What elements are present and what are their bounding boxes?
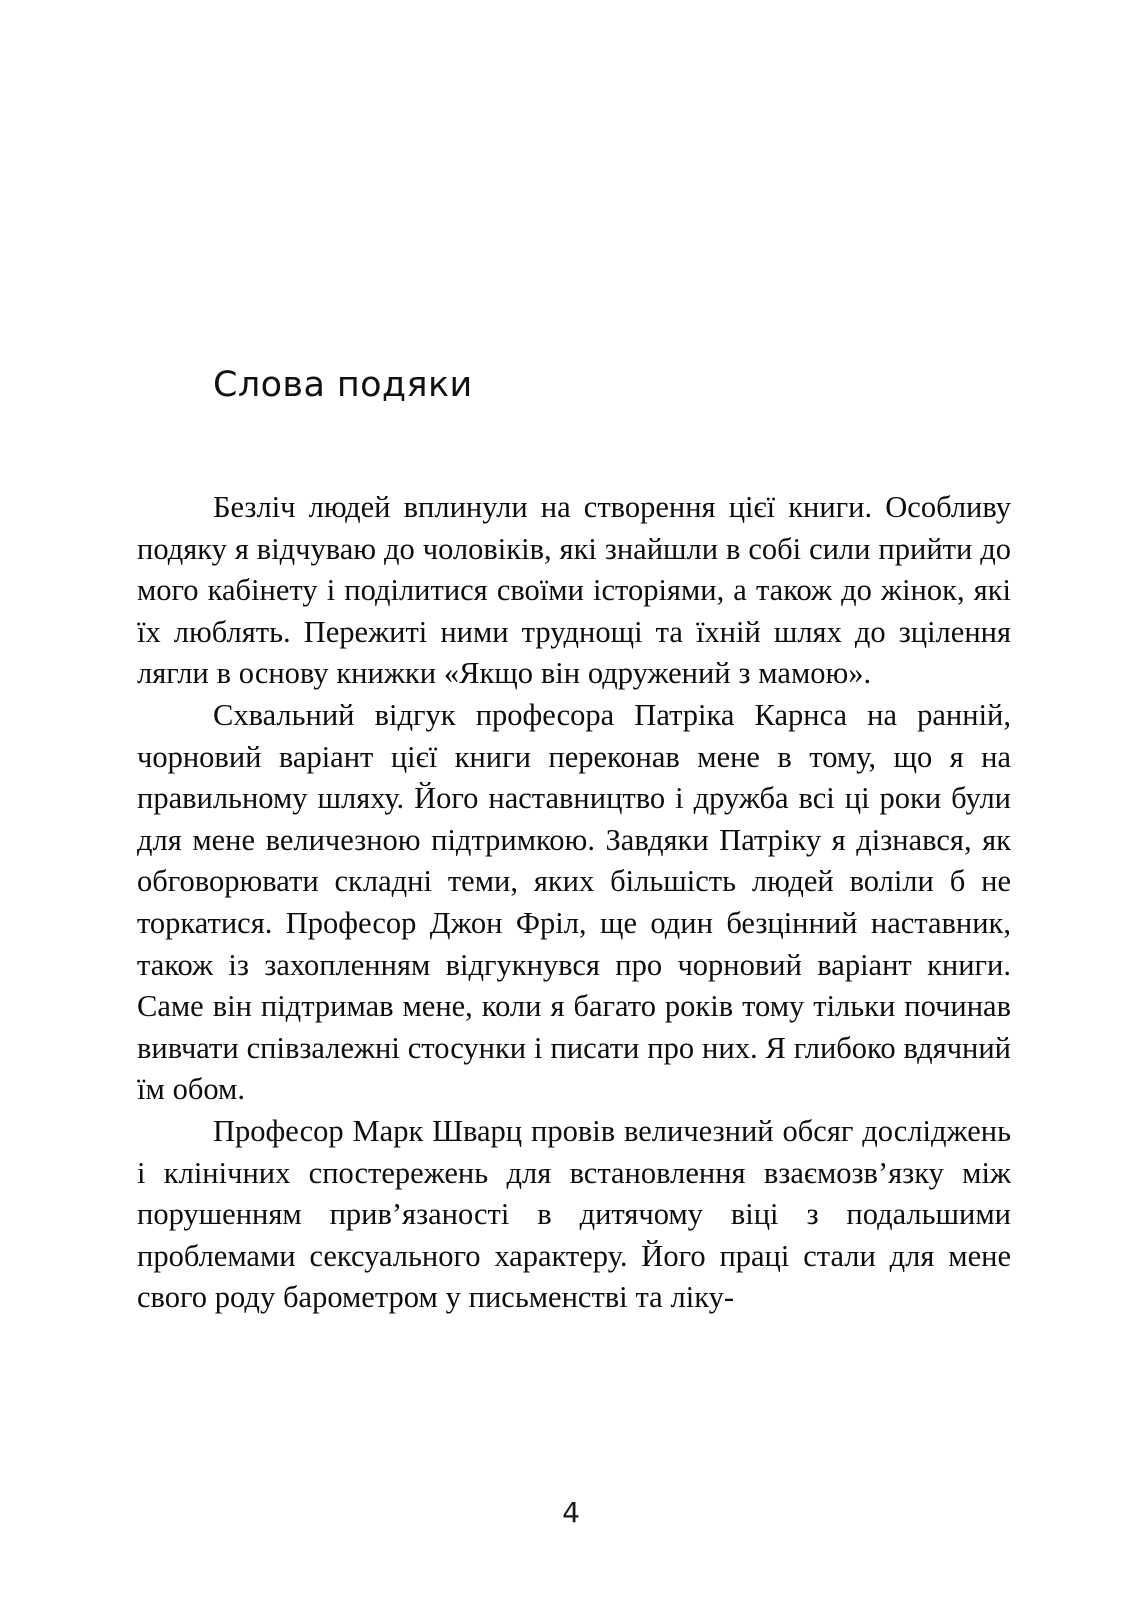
page-title: Слова подяки (213, 365, 473, 406)
body-paragraph-2: Схвальний відгук професора Патріка Карнса на ранній, чорновий варіант цієї книги переконав мене в тому, що я на правильному шляху. Його наставництво і дружба всі ці роки були для мене величезною підтримкою. Завдяки Патріку я дізнався, як обговорювати складні теми, яких більшість людей воліли б не торкатися. Професор Джон Фріл, ще один безцінний наставник, також із захопленням відгукнувся про чорновий варіант книги. Саме він підтримав мене, коли я багато років тому тільки починав вивчати співзалежні стосунки і писати про них. Я глибоко вдячний їм обом. (137, 697, 1011, 1107)
page-number-folio: 4 (562, 1496, 580, 1529)
body-text-column (137, 487, 1011, 1319)
body-paragraph-1: Безліч людей вплинули на створення цієї книги. Особливу подяку я відчуваю до чоловіків, які знайшли в собі сили прийти до мого кабінету і поділитися своїми історіями, а також до жінок, які їх люблять. Пережиті ними труднощі та їхній шлях до зцілення лягли в основу книжки «Якщо він одружений з мамою». (137, 490, 1011, 691)
body-paragraph-3: Професор Марк Шварц провів величезний обсяг досліджень і клінічних спостережень для встановлення взаємозв’язку між порушенням прив’язаності в дитячому віці з подальшими проблемами сексуального характеру. Його праці стали для мене свого роду барометром у письменстві та ліку- (137, 1113, 1011, 1315)
